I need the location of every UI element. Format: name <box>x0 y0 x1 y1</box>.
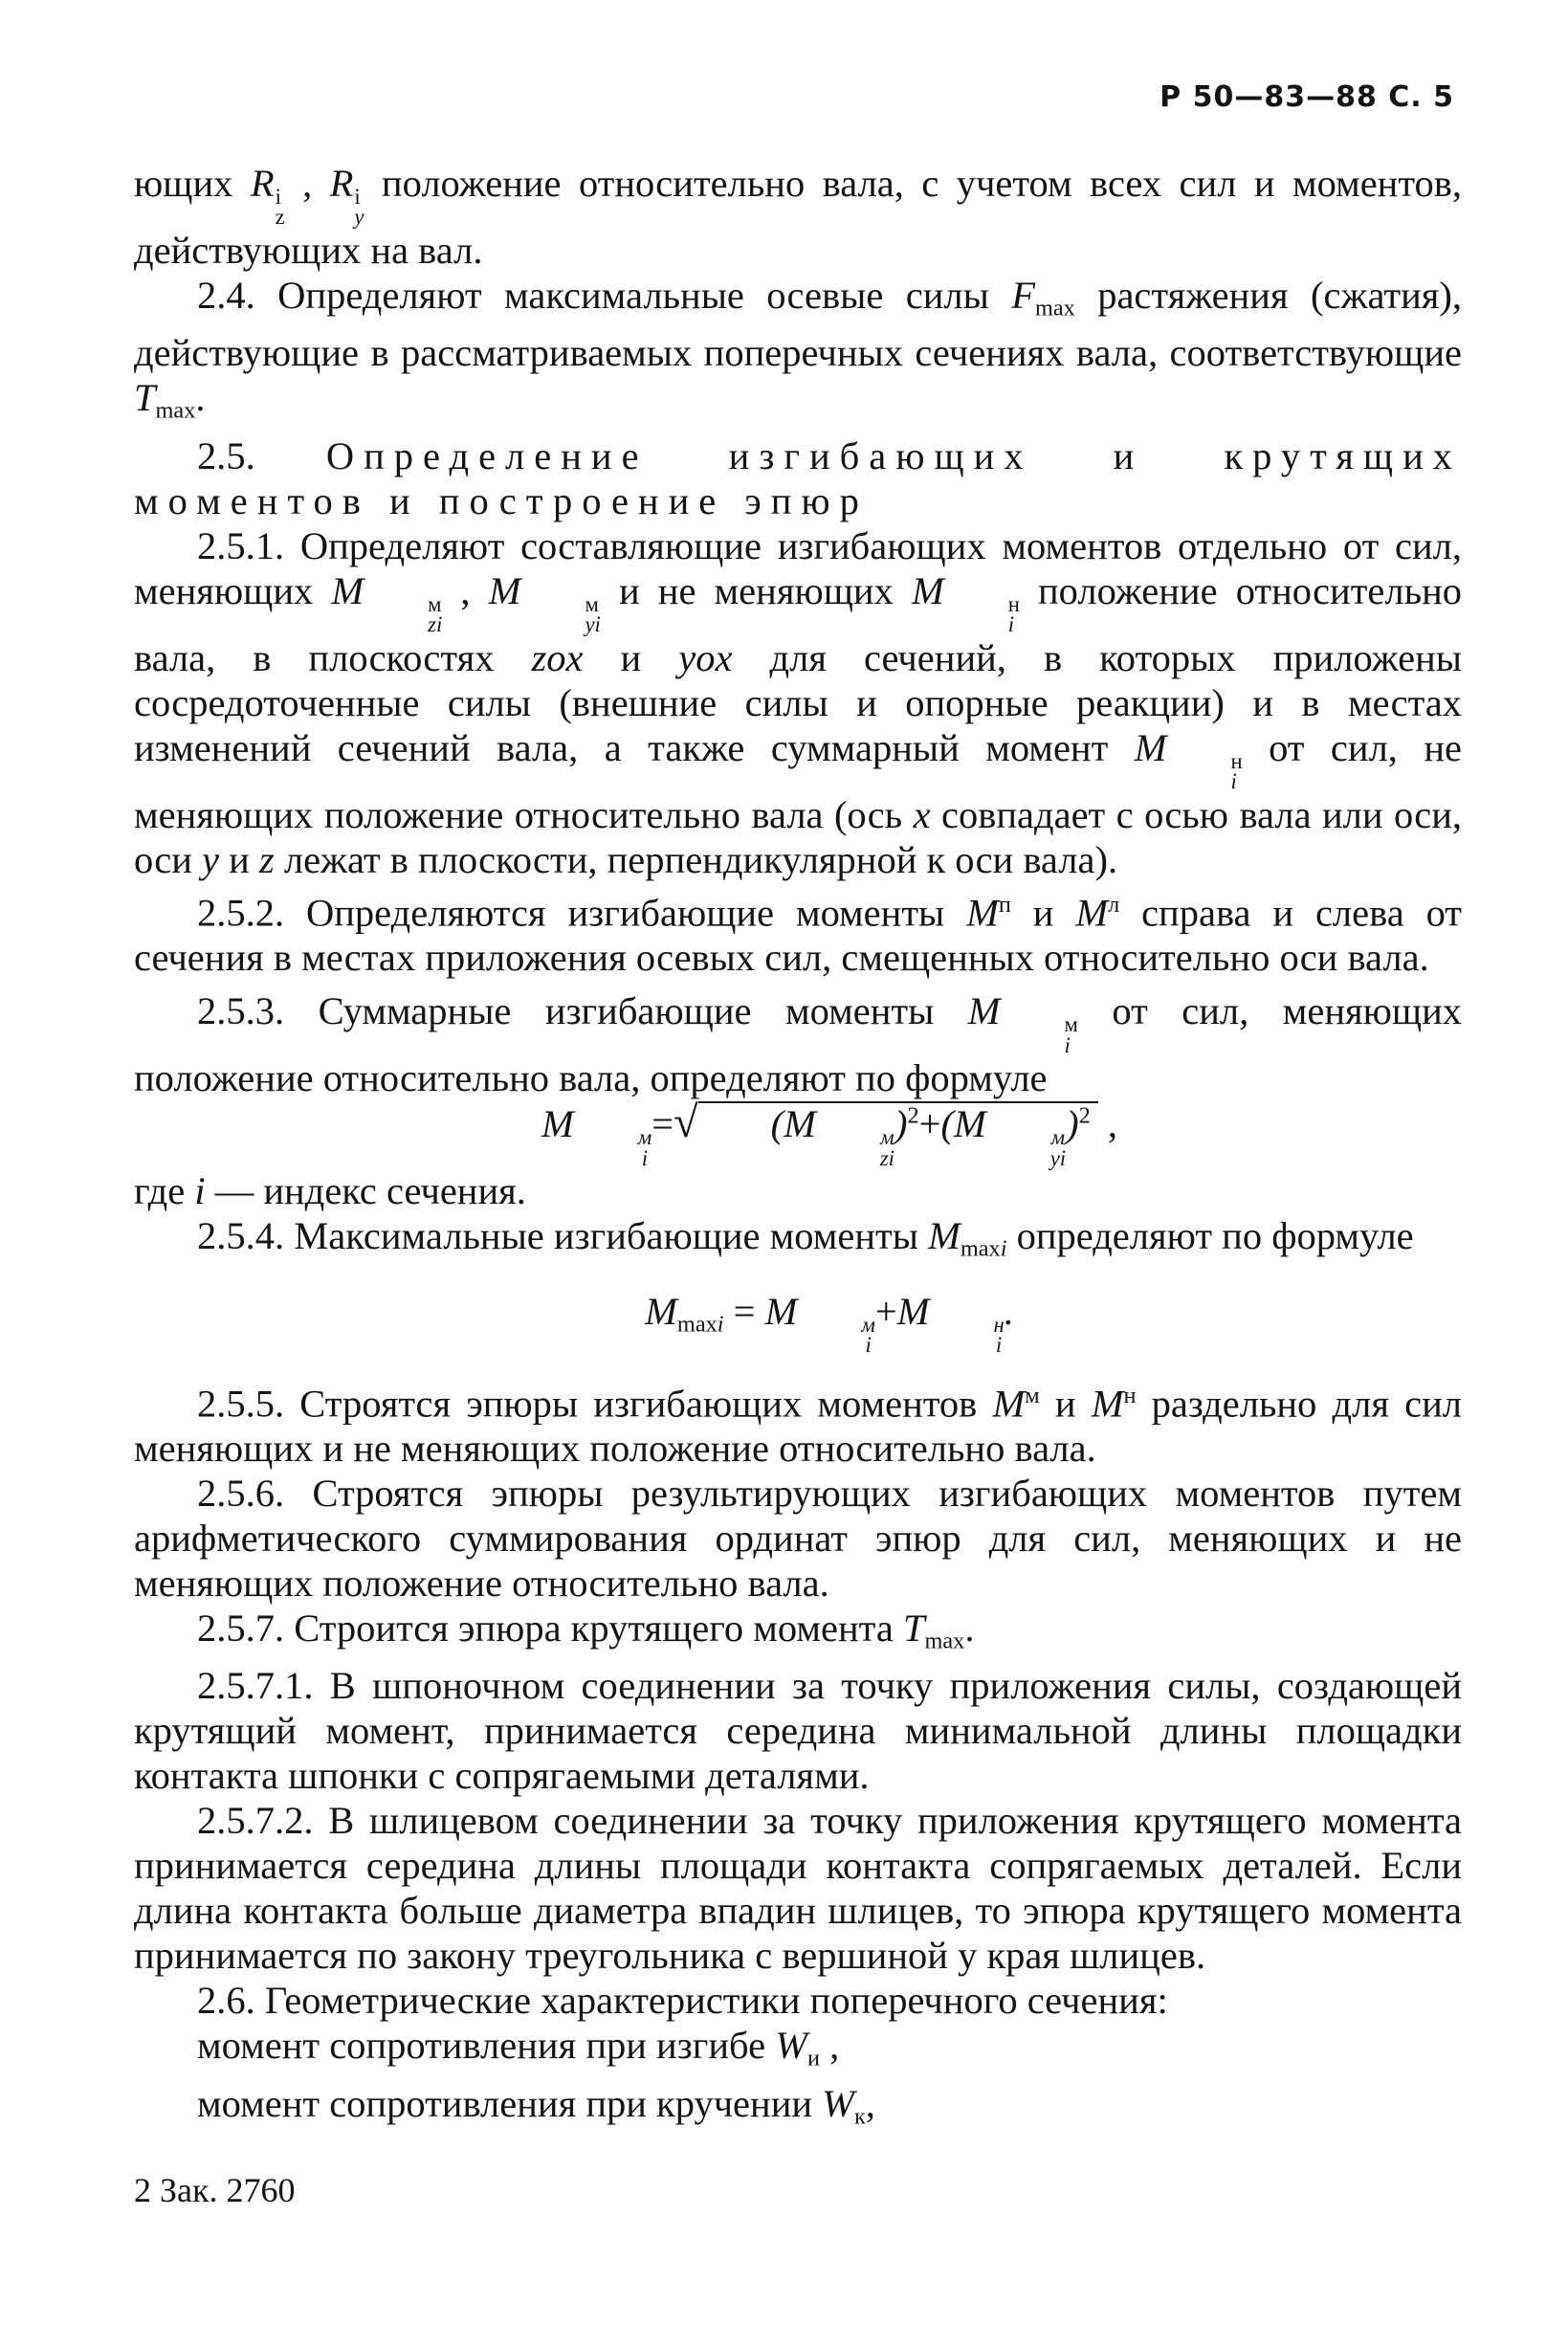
radical: (M м zi )$^2$+(M м yi )$^2$ <box>698 1101 1098 1168</box>
text: для сечений, в которых приложены сосредоточенные силы (внешние силы и опорные реакции) и в местах изменений сечений вала, а также суммарный момент <box>134 635 1462 769</box>
symbol-i: i <box>194 1169 206 1213</box>
spaced-heading: Определение изгибающих и крутящих моментов и построение эпюр <box>134 433 1462 522</box>
text: 2.5.3. Суммарные изгибающие моменты <box>197 989 968 1033</box>
plane-yox: yox <box>678 635 733 679</box>
subscript: к <box>853 2103 866 2130</box>
text: совпадает с осью вала или оси, оси <box>134 792 1463 881</box>
paragraph-2-4 <box>134 273 1462 433</box>
text: от сил, меняющих положение относительно вала, определяют по формуле <box>134 989 1462 1100</box>
subscript: max <box>924 1628 965 1654</box>
text: , <box>829 2024 840 2068</box>
text: 2.5.4. Максимальные изгибающие моменты <box>197 1214 929 1258</box>
paragraph-2-5-3 <box>134 988 1462 1100</box>
text: положение относительно вала, в плоскостях <box>134 568 1462 679</box>
text: 2.4. Определяют максимальные осевые силы <box>197 274 1012 318</box>
paragraph-2-5-6: 2.5.6. Строятся эпюры результирующих изгибающих моментов путем арифметического суммирования ординат эпюр для сил, меняющих и не меняющих положение относительно вала. <box>134 1472 1462 1606</box>
text: . <box>195 376 206 420</box>
text: и не меняющих <box>600 568 912 612</box>
text: и <box>1010 891 1076 935</box>
subsup: н i <box>1007 591 1020 637</box>
text: 2.5. <box>197 433 326 477</box>
text: момент сопротивления при кручении <box>197 2081 823 2125</box>
paragraph-2-5-2 <box>134 882 1462 981</box>
page-footer: 2 Зак. 2760 <box>134 2171 296 2209</box>
text: лежат в плоскости, перпендикулярной к оси вала). <box>274 837 1118 881</box>
subsup: i y <box>354 184 364 230</box>
section-heading-2-5 <box>134 433 1462 523</box>
text: положение относительно вала, с учетом всех сил и моментов, действующих на вал. <box>134 162 1463 273</box>
paragraph-2-5-7-2: 2.5.7.2. В шлицевом соединении за точку приложения крутящего момента принимается середина длины площади контакта сопрягаемых деталей. Если длина контакта больше диаметра впадин шлицев, то эпюра крутящего момента принимается по закону треугольника с вершиной у края шлицев. <box>134 1799 1462 1978</box>
text: , <box>865 2081 875 2125</box>
paragraph-2-5-7 <box>134 1606 1462 1663</box>
subsup: м yi <box>585 591 601 637</box>
item-bending-modulus <box>134 2023 1462 2080</box>
paragraph-2-5-1: 2.5.1. Определяют составляющие изгибающих моментов отдельно от сил, меняющих M м zi , M м yi и не меняющих M н i положение относительно вала, в плоскостях zox и yox для сечений, в которых приложены сосредоточенные силы (внешние силы и опорные реакции) и в местах изменений сечений вала, а также суммарный момент M н i от сил, не меняющих положение относительно вала (ось x совпадает с осью вала или оси, оси y и z лежат в плоскости, перпендикулярной к оси вала). <box>134 523 1463 881</box>
paragraph-index-note <box>134 1168 1462 1213</box>
text: справа и слева от сечения в местах приложения осевых сил, смещенных относительно оси вала. <box>134 891 1462 980</box>
symbol-x: x <box>913 792 931 836</box>
symbol-M: M <box>911 568 944 612</box>
paragraph-2-5-4 <box>134 1213 1462 1271</box>
symbol-W: W <box>822 2081 854 2125</box>
subsup: м i <box>1064 1012 1078 1057</box>
text: . <box>964 1607 975 1651</box>
text: растяжения (сжатия), действующие в рассматриваемых поперечных сечениях вала, соответствующие <box>134 274 1462 375</box>
symbol-T: T <box>134 376 156 420</box>
subscript: max <box>155 397 196 424</box>
superscript: п <box>998 891 1011 918</box>
text: от сил, не меняющих положение относительно вала (ось <box>134 725 1462 836</box>
text: определяют по формуле <box>1006 1214 1414 1258</box>
paragraph-2-6: 2.6. Геометрические характеристики поперечного сечения: <box>197 1979 1168 2023</box>
text: 2.5.2. Определяются изгибающие моменты <box>197 891 967 935</box>
symbol-M: M <box>966 891 999 935</box>
symbol-y: y <box>202 837 220 881</box>
document-body <box>134 161 1462 2138</box>
plane-zox: zox <box>531 635 584 679</box>
text: момент сопротивления при изгибе <box>197 2024 776 2068</box>
text: — индекс сечения. <box>205 1169 526 1213</box>
paragraph-continuation: ющих R i z , R i y положение относительно вала, с учетом всех сил и моментов, действующих на вал. <box>134 162 1463 273</box>
page-header: Р 50—83—88 С. 5 <box>1159 80 1454 114</box>
subscript: и <box>806 2045 820 2072</box>
subscript: maxi <box>960 1235 1007 1262</box>
subsup: м zi <box>428 591 443 637</box>
paragraph-2-5-5 <box>134 1373 1462 1472</box>
formula-max-moment: Mmaxi = M м i +M н i . <box>645 1289 1014 1358</box>
text: и <box>583 635 679 679</box>
symbol-M: M <box>967 989 1001 1033</box>
symbol-M: M <box>1075 891 1109 935</box>
paragraph-2-5-7-1: 2.5.7.1. В шпоночном соединении за точку приложения силы, создающей крутящий момент, принимается середина минимальной длины площадки контакта шпонки с сопрягаемыми деталями. <box>134 1664 1462 1798</box>
symbol-z: z <box>258 837 275 881</box>
text: 2.5.7. Строится эпюра крутящего момента <box>197 1607 903 1651</box>
formula-sum-moment: M м i =√ (M м zi )$^2$+(M м yi )$^2$ , <box>541 1098 1118 1170</box>
symbol-R: R <box>250 162 275 205</box>
symbol-R: R <box>329 162 354 205</box>
symbol-M: M <box>928 1214 961 1258</box>
text: где <box>134 1169 195 1213</box>
symbol-M: M <box>1134 725 1167 769</box>
text: ющих <box>134 162 251 205</box>
symbol-T: T <box>902 1607 925 1651</box>
item-torsion-modulus <box>134 2081 1462 2138</box>
symbol-M: M <box>992 1382 1026 1426</box>
symbol-M: M <box>1091 1382 1124 1426</box>
symbol-F: F <box>1011 274 1035 318</box>
subsup: i z <box>275 184 285 230</box>
symbol-M: M <box>331 568 364 612</box>
subsup: н i <box>1230 748 1243 794</box>
text: и <box>1039 1382 1092 1426</box>
text: 2.5.1. Определяют составляющие изгибающих моментов отдельно от сил, меняющих <box>134 523 1462 612</box>
symbol-W: W <box>775 2024 807 2068</box>
text: и <box>219 837 259 881</box>
text: раздельно для сил меняющих и не меняющих положение относительно вала. <box>134 1382 1462 1471</box>
superscript: н <box>1123 1382 1137 1408</box>
text: 2.5.5. Строятся эпюры изгибающих моментов <box>197 1382 993 1426</box>
subscript: max <box>1034 295 1075 321</box>
superscript: л <box>1108 891 1120 918</box>
superscript: м <box>1025 1382 1040 1408</box>
symbol-M: M <box>488 568 521 612</box>
